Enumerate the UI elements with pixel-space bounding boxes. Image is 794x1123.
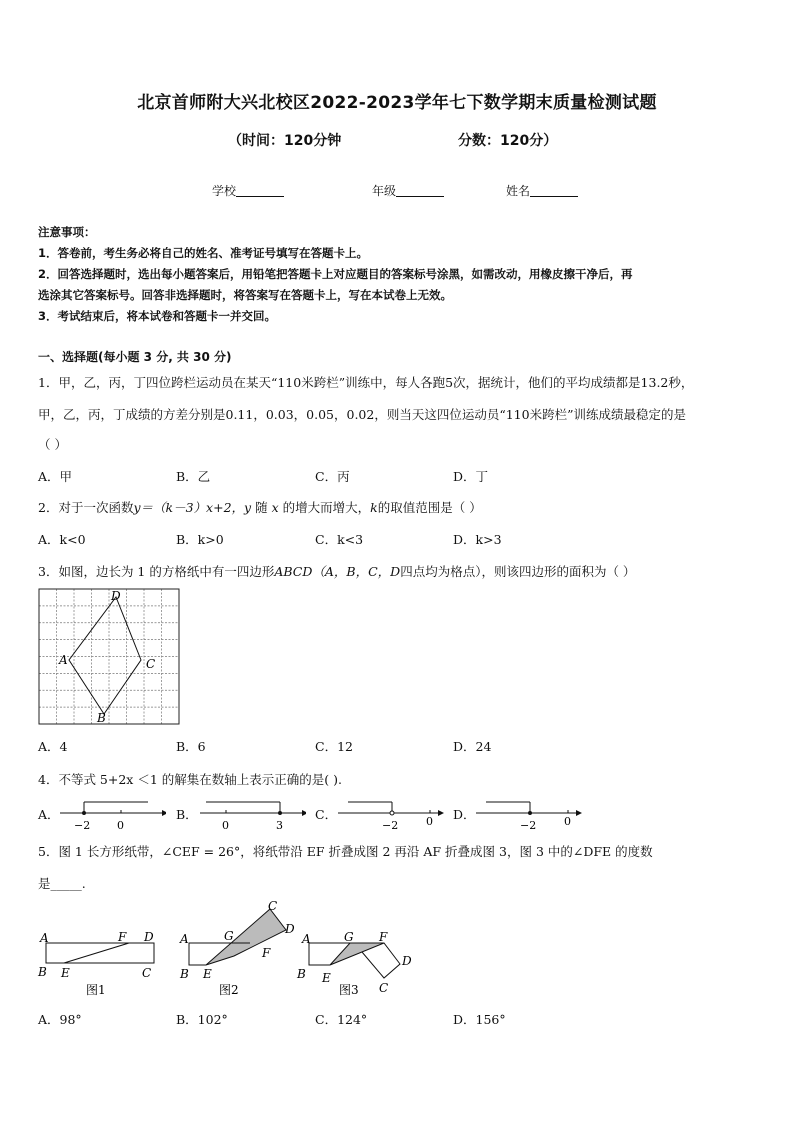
fig3-d: D bbox=[402, 954, 412, 968]
q1-option-d[interactable]: D．丁 bbox=[453, 469, 489, 484]
fig3-a: A bbox=[302, 932, 311, 946]
q3-post: 四点均为格点），则该四边形的面积为（ ） bbox=[400, 564, 636, 579]
q5-option-b[interactable]: B．102° bbox=[176, 1012, 228, 1027]
q1-option-a[interactable]: A．甲 bbox=[38, 469, 73, 484]
fig1-c: C bbox=[142, 966, 152, 980]
q2-pre: 2．对于一次函数 bbox=[38, 500, 134, 515]
fig3-g: G bbox=[344, 930, 354, 944]
exam-time: （时间：120分钟 bbox=[228, 133, 342, 149]
fig2-b: B bbox=[180, 967, 189, 981]
name-field bbox=[506, 182, 578, 199]
q2-x: x bbox=[271, 500, 279, 515]
name-label: 姓名 bbox=[506, 184, 531, 198]
q2-option-d[interactable]: D．k>3 bbox=[453, 532, 502, 547]
q4-numberline-c bbox=[334, 796, 446, 834]
q2-option-b[interactable]: B．k>0 bbox=[176, 532, 224, 547]
page-title: 北京首师附大兴北校区2022-2023学年七下数学期末质量检测试题 bbox=[137, 93, 657, 113]
fig2-c: C bbox=[268, 899, 278, 913]
fig2-d: D bbox=[285, 922, 295, 936]
fig2-f: F bbox=[262, 946, 271, 960]
fig3-b: B bbox=[297, 967, 306, 981]
fig1-d: D bbox=[144, 930, 154, 944]
q3-option-d[interactable]: D．24 bbox=[453, 739, 492, 754]
exam-score: 分数：120分） bbox=[458, 133, 558, 149]
q4-option-b[interactable]: B． bbox=[176, 807, 198, 822]
fig1-f: F bbox=[118, 930, 127, 944]
point-b-label: B bbox=[97, 711, 106, 725]
fig2-e: E bbox=[203, 967, 212, 981]
q2-formula: y＝（k－3）x+2，y bbox=[133, 500, 252, 515]
tick-label: 0 bbox=[426, 815, 433, 828]
q5-option-a[interactable]: A．98° bbox=[38, 1012, 82, 1027]
q2-mid: 随 bbox=[255, 500, 268, 515]
q2-option-c[interactable]: C．k<3 bbox=[315, 532, 364, 547]
q5-figures bbox=[34, 896, 424, 1000]
fig1-a: A bbox=[40, 931, 49, 945]
question-5 bbox=[38, 842, 768, 894]
notice-block bbox=[38, 222, 763, 327]
school-field bbox=[212, 182, 284, 199]
fig1-b: B bbox=[38, 965, 47, 979]
tick-label: −2 bbox=[74, 819, 91, 832]
q3-grid-figure bbox=[36, 586, 184, 728]
tick-label: 3 bbox=[276, 819, 283, 832]
point-a-label: A bbox=[59, 653, 68, 667]
tick-label: 0 bbox=[117, 819, 124, 832]
question-2 bbox=[38, 498, 768, 518]
notice-item: 选涂其它答案标号。回答非选择题时，将答案写在答题卡上，写在本试卷上无效。 bbox=[38, 288, 452, 302]
q4-numberline-b bbox=[196, 796, 306, 834]
point-c-label: C bbox=[146, 657, 156, 671]
fig3-caption: 图3 bbox=[339, 983, 359, 997]
question-3 bbox=[38, 562, 768, 582]
quadrilateral-abcd bbox=[69, 597, 141, 714]
tick-label: −2 bbox=[520, 819, 537, 832]
q1-option-b[interactable]: B．乙 bbox=[176, 469, 211, 484]
q4-numberline-d bbox=[472, 796, 584, 834]
tick-label: −2 bbox=[382, 819, 399, 832]
notice-heading: 注意事项： bbox=[38, 225, 96, 239]
q3-option-c[interactable]: C．12 bbox=[315, 739, 353, 754]
q5-option-c[interactable]: C．124° bbox=[315, 1012, 368, 1027]
point-d-label: D bbox=[111, 589, 121, 603]
q4-numberline-a bbox=[56, 796, 166, 834]
question-4: 4．不等式 5+2x ＜1 的解集在数轴上表示正确的是( ). bbox=[38, 772, 342, 787]
q1-option-c[interactable]: C．丙 bbox=[315, 469, 350, 484]
grade-field bbox=[372, 182, 444, 199]
fig2-a: A bbox=[180, 932, 189, 946]
school-label: 学校 bbox=[212, 184, 237, 198]
q3-quad: ABCD bbox=[274, 564, 313, 579]
tick-label: 0 bbox=[222, 819, 229, 832]
fig1-caption: 图1 bbox=[86, 983, 106, 997]
fig2-caption: 图2 bbox=[219, 983, 239, 997]
q3-pre: 3．如图，边长为 1 的方格纸中有一四边形 bbox=[38, 564, 275, 579]
section-title: 一、选择题(每小题 3 分, 共 30 分) bbox=[38, 350, 232, 364]
q1-line1: 1．甲，乙，丙，丁四位跨栏运动员在某天“110米跨栏”训练中，每人各跑5次，据统计，他们的平均成绩都是13.2秒， bbox=[38, 375, 694, 390]
q3-option-b[interactable]: B．6 bbox=[176, 739, 206, 754]
q2-k: k bbox=[370, 500, 378, 515]
q5-line2: 是_____. bbox=[38, 876, 86, 891]
q1-line3: （ ） bbox=[38, 437, 67, 452]
fig1-e: E bbox=[61, 966, 70, 980]
q4-option-d[interactable]: D． bbox=[453, 807, 476, 822]
q2-end: 的取值范围是（ ） bbox=[377, 500, 482, 515]
q2-option-a[interactable]: A．k<0 bbox=[38, 532, 86, 547]
q4-option-a[interactable]: A． bbox=[38, 807, 60, 822]
notice-item: 1．答卷前，考生务必将自己的姓名、准考证号填写在答题卡上。 bbox=[38, 246, 368, 260]
tick-label: 0 bbox=[564, 815, 571, 828]
question-1 bbox=[38, 373, 768, 455]
notice-item: 3．考试结束后，将本试卷和答题卡一并交回。 bbox=[38, 309, 276, 323]
notice-item: 2．回答选择题时，选出每小题答案后，用铅笔把答题卡上对应题目的答案标号涂黑，如需改动，用橡皮擦干净后，再 bbox=[38, 267, 633, 281]
q5-line1: 5．图 1 长方形纸带，∠CEF = 26°，将纸带沿 EF 折叠成图 2 再沿 AF 折叠成图 3，图 3 中的∠DFE 的度数 bbox=[38, 844, 653, 859]
fig3-e: E bbox=[322, 971, 331, 985]
fig3-f: F bbox=[379, 930, 388, 944]
grade-label: 年级 bbox=[372, 184, 397, 198]
fig3-c: C bbox=[379, 981, 389, 995]
fig2-g: G bbox=[224, 929, 234, 943]
q2-post: 的增大而增大， bbox=[282, 500, 371, 515]
q4-option-c[interactable]: C． bbox=[315, 807, 338, 822]
q3-option-a[interactable]: A．4 bbox=[38, 739, 68, 754]
q5-option-d[interactable]: D．156° bbox=[453, 1012, 506, 1027]
q3-mid: （A，B，C，D bbox=[312, 564, 401, 579]
q1-line2: 甲，乙，丙，丁成绩的方差分别是0.11，0.03，0.05，0.02，则当天这四位运动员“110米跨栏”训练成绩最稳定的是 bbox=[38, 407, 686, 422]
